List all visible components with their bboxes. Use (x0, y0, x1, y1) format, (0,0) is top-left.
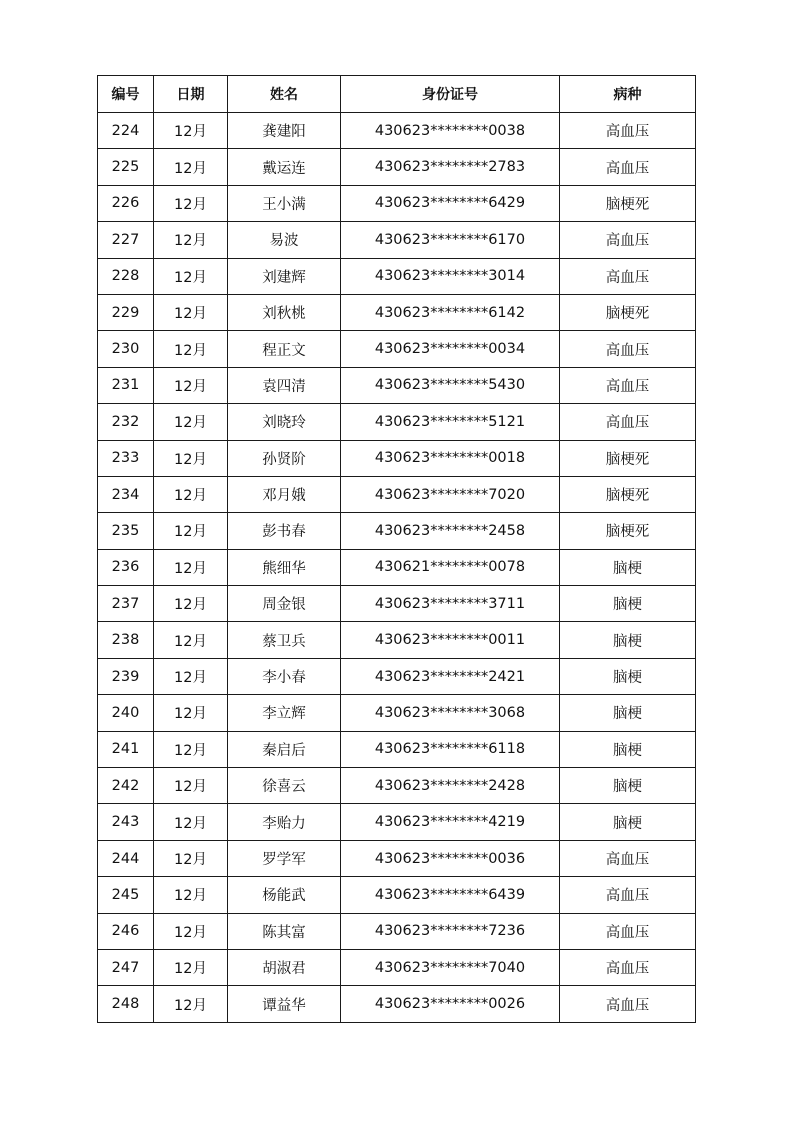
header-disease: 病种 (560, 76, 696, 113)
cell-number: 246 (98, 913, 154, 949)
table-body (98, 113, 696, 1023)
table-row (98, 440, 696, 476)
cell-number: 243 (98, 804, 154, 840)
cell-id-number: 430623********6429 (341, 185, 560, 221)
cell-date: 12月 (154, 804, 228, 840)
cell-id-number: 430623********0018 (341, 440, 560, 476)
cell-date: 12月 (154, 986, 228, 1022)
cell-number: 224 (98, 113, 154, 149)
cell-name: 彭书春 (228, 513, 341, 549)
cell-number: 229 (98, 294, 154, 330)
cell-number: 248 (98, 986, 154, 1022)
cell-name: 周金银 (228, 586, 341, 622)
cell-disease: 高血压 (560, 986, 696, 1022)
cell-number: 234 (98, 476, 154, 512)
cell-date: 12月 (154, 331, 228, 367)
cell-name: 秦启后 (228, 731, 341, 767)
cell-name: 李贻力 (228, 804, 341, 840)
cell-id-number: 430623********0034 (341, 331, 560, 367)
cell-number: 241 (98, 731, 154, 767)
cell-date: 12月 (154, 113, 228, 149)
table-row (98, 549, 696, 585)
table-row (98, 185, 696, 221)
header-date: 日期 (154, 76, 228, 113)
cell-id-number: 430623********3014 (341, 258, 560, 294)
table-row (98, 113, 696, 149)
table-row (98, 149, 696, 185)
cell-name: 程正文 (228, 331, 341, 367)
cell-id-number: 430623********7236 (341, 913, 560, 949)
cell-date: 12月 (154, 549, 228, 585)
cell-disease: 脑梗 (560, 549, 696, 585)
cell-disease: 脑梗死 (560, 513, 696, 549)
header-row (98, 76, 696, 113)
cell-number: 240 (98, 695, 154, 731)
cell-number: 238 (98, 622, 154, 658)
table-row (98, 367, 696, 403)
cell-disease: 脑梗死 (560, 440, 696, 476)
table-row (98, 731, 696, 767)
header-number: 编号 (98, 76, 154, 113)
cell-id-number: 430623********2458 (341, 513, 560, 549)
cell-id-number: 430623********2783 (341, 149, 560, 185)
table-row (98, 476, 696, 512)
table-row (98, 768, 696, 804)
cell-date: 12月 (154, 913, 228, 949)
cell-id-number: 430623********0036 (341, 840, 560, 876)
cell-name: 易波 (228, 222, 341, 258)
records-table (97, 75, 696, 1023)
cell-date: 12月 (154, 294, 228, 330)
cell-disease: 脑梗 (560, 622, 696, 658)
table-header (98, 76, 696, 113)
cell-name: 杨能武 (228, 877, 341, 913)
cell-name: 罗学军 (228, 840, 341, 876)
cell-number: 244 (98, 840, 154, 876)
cell-number: 237 (98, 586, 154, 622)
cell-name: 刘秋桃 (228, 294, 341, 330)
cell-date: 12月 (154, 440, 228, 476)
cell-name: 蔡卫兵 (228, 622, 341, 658)
cell-name: 胡淑君 (228, 949, 341, 985)
cell-id-number: 430623********3711 (341, 586, 560, 622)
table-row (98, 404, 696, 440)
cell-name: 邓月娥 (228, 476, 341, 512)
cell-date: 12月 (154, 949, 228, 985)
cell-number: 245 (98, 877, 154, 913)
table-row (98, 877, 696, 913)
cell-disease: 脑梗 (560, 658, 696, 694)
cell-date: 12月 (154, 222, 228, 258)
table-row (98, 986, 696, 1022)
table-row (98, 913, 696, 949)
cell-id-number: 430621********0078 (341, 549, 560, 585)
table-row (98, 513, 696, 549)
table-row (98, 331, 696, 367)
cell-disease: 高血压 (560, 949, 696, 985)
cell-date: 12月 (154, 622, 228, 658)
cell-disease: 脑梗 (560, 768, 696, 804)
cell-number: 227 (98, 222, 154, 258)
cell-id-number: 430623********3068 (341, 695, 560, 731)
cell-name: 王小满 (228, 185, 341, 221)
cell-id-number: 430623********6170 (341, 222, 560, 258)
cell-date: 12月 (154, 513, 228, 549)
cell-number: 226 (98, 185, 154, 221)
cell-date: 12月 (154, 185, 228, 221)
cell-disease: 脑梗死 (560, 185, 696, 221)
table-row (98, 586, 696, 622)
cell-name: 袁四清 (228, 367, 341, 403)
table-row (98, 294, 696, 330)
table-row (98, 622, 696, 658)
cell-id-number: 430623********2428 (341, 768, 560, 804)
table-row (98, 658, 696, 694)
cell-id-number: 430623********6118 (341, 731, 560, 767)
cell-id-number: 430623********6142 (341, 294, 560, 330)
cell-date: 12月 (154, 695, 228, 731)
cell-name: 龚建阳 (228, 113, 341, 149)
table-row (98, 258, 696, 294)
cell-disease: 脑梗 (560, 731, 696, 767)
header-id-number: 身份证号 (341, 76, 560, 113)
cell-name: 谭益华 (228, 986, 341, 1022)
cell-disease: 高血压 (560, 113, 696, 149)
cell-number: 247 (98, 949, 154, 985)
cell-date: 12月 (154, 840, 228, 876)
cell-disease: 高血压 (560, 404, 696, 440)
cell-name: 李立辉 (228, 695, 341, 731)
cell-disease: 脑梗死 (560, 294, 696, 330)
cell-id-number: 430623********0038 (341, 113, 560, 149)
cell-name: 刘建辉 (228, 258, 341, 294)
table-row (98, 804, 696, 840)
cell-date: 12月 (154, 586, 228, 622)
cell-date: 12月 (154, 658, 228, 694)
cell-name: 刘晓玲 (228, 404, 341, 440)
cell-name: 孙贤阶 (228, 440, 341, 476)
cell-disease: 高血压 (560, 222, 696, 258)
cell-disease: 高血压 (560, 913, 696, 949)
cell-disease: 高血压 (560, 840, 696, 876)
cell-number: 232 (98, 404, 154, 440)
cell-name: 陈其富 (228, 913, 341, 949)
table-row (98, 222, 696, 258)
cell-date: 12月 (154, 768, 228, 804)
cell-number: 230 (98, 331, 154, 367)
cell-date: 12月 (154, 149, 228, 185)
cell-disease: 脑梗死 (560, 476, 696, 512)
cell-date: 12月 (154, 476, 228, 512)
cell-date: 12月 (154, 367, 228, 403)
cell-number: 236 (98, 549, 154, 585)
cell-disease: 高血压 (560, 258, 696, 294)
cell-id-number: 430623********5430 (341, 367, 560, 403)
cell-number: 231 (98, 367, 154, 403)
cell-number: 228 (98, 258, 154, 294)
cell-id-number: 430623********7040 (341, 949, 560, 985)
table-row (98, 840, 696, 876)
table-row (98, 949, 696, 985)
cell-disease: 高血压 (560, 367, 696, 403)
cell-number: 233 (98, 440, 154, 476)
cell-number: 235 (98, 513, 154, 549)
cell-id-number: 430623********2421 (341, 658, 560, 694)
cell-date: 12月 (154, 877, 228, 913)
cell-disease: 脑梗 (560, 804, 696, 840)
cell-id-number: 430623********0026 (341, 986, 560, 1022)
cell-id-number: 430623********4219 (341, 804, 560, 840)
cell-name: 徐喜云 (228, 768, 341, 804)
cell-id-number: 430623********5121 (341, 404, 560, 440)
cell-number: 239 (98, 658, 154, 694)
cell-name: 戴运连 (228, 149, 341, 185)
cell-date: 12月 (154, 258, 228, 294)
cell-number: 242 (98, 768, 154, 804)
cell-id-number: 430623********7020 (341, 476, 560, 512)
cell-date: 12月 (154, 731, 228, 767)
cell-id-number: 430623********0011 (341, 622, 560, 658)
header-name: 姓名 (228, 76, 341, 113)
cell-date: 12月 (154, 404, 228, 440)
cell-name: 李小春 (228, 658, 341, 694)
cell-disease: 高血压 (560, 331, 696, 367)
cell-disease: 高血压 (560, 877, 696, 913)
cell-name: 熊细华 (228, 549, 341, 585)
table-row (98, 695, 696, 731)
cell-id-number: 430623********6439 (341, 877, 560, 913)
cell-number: 225 (98, 149, 154, 185)
cell-disease: 高血压 (560, 149, 696, 185)
cell-disease: 脑梗 (560, 695, 696, 731)
cell-disease: 脑梗 (560, 586, 696, 622)
